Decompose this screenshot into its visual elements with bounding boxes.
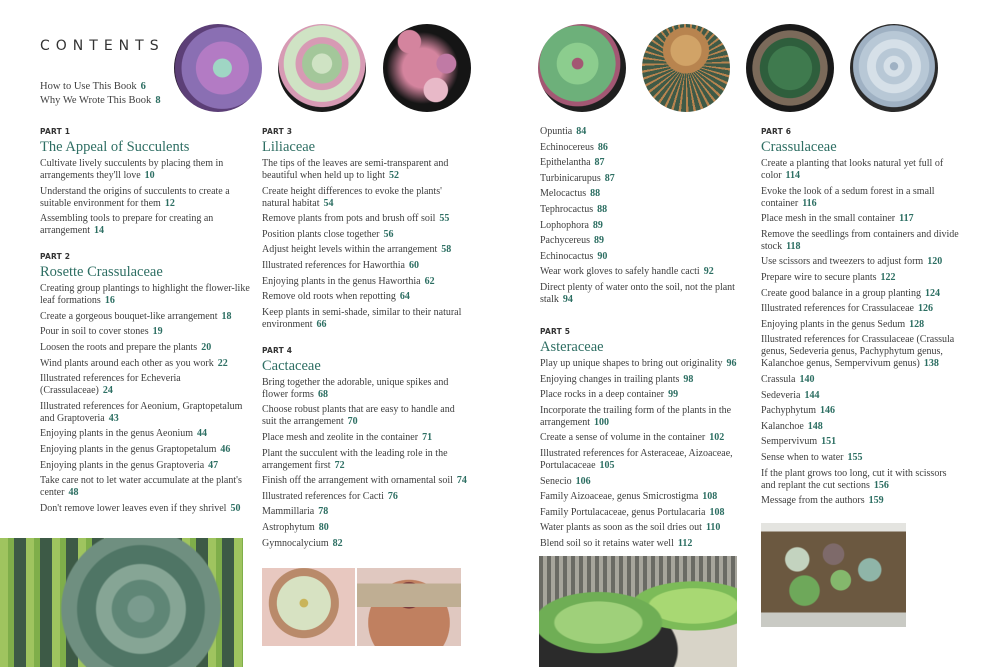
toc-entry[interactable]: Enjoying plants in the genus Aeonium 44	[40, 428, 208, 440]
toc-entry[interactable]: Keep plants in semi-shade, similar to their natural environment 66	[262, 306, 462, 330]
toc-entry[interactable]: Place mesh and zeolite in the container 71	[262, 431, 433, 443]
toc-entry[interactable]: Plant the succulent with the leading role in the arrangement first 72	[262, 447, 448, 471]
toc-entry[interactable]: Understand the origins of succulents to create a suitable environment for them 12	[40, 185, 230, 209]
toc-entry[interactable]: Position plants close together 56	[262, 228, 394, 240]
toc-entry[interactable]: Illustrated references for Crassulaceae (Crassula genus, Sedeveria genus, Pachyphytum genus, Kalanchoe genus, Sempervivum genus) 138	[761, 334, 955, 370]
part-label: PART 1	[40, 127, 71, 136]
toc-entry[interactable]: Take care not to let water accumulate at the plant's center 48	[40, 475, 242, 499]
toc-entry[interactable]: Echinocactus 90	[540, 250, 608, 262]
toc-entry[interactable]: Create a sense of volume in the container 102	[540, 432, 725, 444]
part-4-section	[262, 345, 468, 550]
toc-entry[interactable]: Melocactus 88	[540, 188, 601, 200]
toc-entry[interactable]: Use scissors and tweezers to adjust form 120	[761, 256, 943, 268]
toc-entry[interactable]: Bring together the adorable, unique spikes and flower forms 68	[262, 376, 449, 400]
toc-entry[interactable]: Kalanchoe 148	[761, 420, 823, 432]
toc-entry[interactable]: Enjoying plants in the genus Haworthia 62	[262, 275, 435, 287]
toc-entry[interactable]: Create height differences to evoke the plants' natural habitat 54	[262, 185, 442, 209]
toc-entry[interactable]: Don't remove lower leaves even if they shrivel 50	[40, 502, 241, 514]
toc-entry[interactable]: Illustrated references for Echeveria (Crassulaceae) 24	[40, 373, 181, 397]
toc-entry[interactable]: Wear work gloves to safely handle cacti 92	[540, 266, 714, 278]
toc-entry[interactable]: Sempervivum 151	[761, 436, 837, 448]
part-label: PART 4	[262, 345, 293, 355]
toc-entry[interactable]: Loosen the roots and prepare the plants 20	[40, 341, 212, 353]
part-label: PART 6	[761, 127, 792, 136]
toc-entry[interactable]: Assembling tools to prepare for creating an arrangement 14	[40, 213, 214, 237]
intro-item[interactable]: How to Use This Book 6	[40, 81, 146, 92]
intro-item[interactable]: Why We Wrote This Book 8	[40, 95, 161, 106]
toc-entry[interactable]: Illustrated references for Asteraceae, Aizoaceae, Portulacaceae 105	[540, 447, 733, 471]
toc-entry[interactable]: Create good balance in a group planting 124	[761, 287, 940, 299]
toc-entry[interactable]: Enjoying plants in the genus Graptoveria 47	[40, 459, 219, 471]
green-red-tipped-succulent-image	[538, 24, 626, 112]
toc-entry[interactable]: Enjoying plants in the genus Graptopetalum 46	[40, 443, 231, 455]
barrel-cactus-image	[642, 24, 730, 112]
echeveria-burros-tail-photo	[0, 538, 243, 667]
haworthia-clay-pot-photo	[357, 568, 461, 646]
blue-echeveria-image	[850, 24, 938, 112]
toc-entry[interactable]: Mammillaria 78	[262, 506, 329, 518]
toc-entry[interactable]: Finish off the arrangement with ornamental soil 74	[262, 475, 467, 487]
toc-entry[interactable]: Sense when to water 155	[761, 451, 863, 463]
page-number: 8	[155, 95, 161, 106]
toc-entry[interactable]: Message from the authors 159	[761, 495, 884, 507]
toc-entry[interactable]: Pachycereus 89	[540, 235, 604, 247]
toc-entry[interactable]: Pachyphytum 146	[761, 405, 835, 417]
toc-entry[interactable]: Echinocereus 86	[540, 141, 608, 153]
toc-entry[interactable]: Pour in soil to cover stones 19	[40, 326, 163, 338]
toc-column-4	[761, 126, 961, 521]
toc-entry[interactable]: Blend soil so it retains water well 112	[540, 537, 693, 549]
toc-entry[interactable]: Adjust height levels within the arrangement 58	[262, 244, 452, 256]
intro-list	[40, 80, 161, 108]
toc-entry[interactable]: Lophophora 89	[540, 219, 603, 231]
toc-entry[interactable]: Sedeveria 144	[761, 389, 820, 401]
toc-entry[interactable]: If the plant grows too long, cut it with scissors and replant the cut sections 156	[761, 467, 947, 491]
toc-entry[interactable]: The tips of the leaves are semi-transparent and beautiful when held up to light 52	[262, 158, 449, 181]
sedum-square-planter-photo	[761, 523, 906, 627]
toc-entry[interactable]: Choose robust plants that are easy to handle and suit the arrangement 70	[262, 404, 455, 428]
toc-entry[interactable]: Place mesh in the small container 117	[761, 213, 914, 225]
toc-entry[interactable]: Illustrated references for Cacti 76	[262, 490, 398, 502]
toc-column-3	[540, 126, 755, 564]
toc-entry[interactable]: Epithelantha 87	[540, 157, 605, 169]
page-title: CONTENTS	[40, 38, 165, 54]
part-label: PART 3	[262, 127, 293, 136]
toc-entry[interactable]: Creating group plantings to highlight the flower-like leaf formations 16	[40, 283, 250, 307]
purple-echeveria-image	[174, 24, 262, 112]
toc-entry[interactable]: Water plants as soon as the soil dries out 110	[540, 522, 721, 534]
pink-rosette-image	[278, 24, 366, 112]
part-title[interactable]: Asteraceae	[540, 338, 604, 355]
toc-entry[interactable]: Cultivate lively succulents by placing them in arrangements they'll love 10	[40, 158, 224, 181]
part-label: PART 2	[40, 252, 71, 262]
toc-entry[interactable]: Place rocks in a deep container 99	[540, 389, 679, 401]
toc-column-1	[40, 126, 254, 529]
pink-graptopetalum-image	[383, 24, 471, 112]
part-title[interactable]: Rosette Crassulaceae	[40, 264, 163, 281]
toc-entry[interactable]: Enjoying plants in the genus Sedum 128	[761, 318, 925, 330]
toc-entry[interactable]: Direct plenty of water onto the soil, not the plant stalk 94	[540, 281, 735, 305]
part-6-section	[761, 126, 961, 507]
part-3-section	[262, 126, 468, 331]
toc-entry[interactable]: Remove the seedlings from containers and divide stock 118	[761, 228, 959, 252]
toc-entry[interactable]: Illustrated references for Aeonium, Graptopetalum and Graptoveria 43	[40, 400, 243, 424]
toc-entry[interactable]: Family Aizoaceae, genus Smicrostigma 108	[540, 491, 718, 503]
toc-entry[interactable]: Play up unique shapes to bring out originality 96	[540, 357, 737, 369]
cactus-in-hands-photo	[262, 568, 355, 646]
toc-entry[interactable]: Incorporate the trailing form of the plants in the arrangement 100	[540, 404, 732, 428]
part-title[interactable]: The Appeal of Succulents	[40, 139, 190, 155]
toc-entry[interactable]: Enjoying changes in trailing plants 98	[540, 373, 694, 385]
toc-entry[interactable]: Prepare wire to secure plants 122	[761, 271, 896, 283]
part-1-section	[40, 126, 254, 237]
page-number: 6	[140, 81, 146, 92]
part-5-section	[540, 326, 755, 550]
toc-entry[interactable]: Opuntia 84	[540, 126, 587, 137]
toc-entry[interactable]: Create a planting that looks natural yet full of color 114	[761, 158, 944, 181]
toc-entry[interactable]: Family Portulacaceae, genus Portulacaria 108	[540, 506, 725, 518]
part-4-continued	[540, 126, 755, 306]
toc-entry[interactable]: Create a gorgeous bouquet-like arrangement 18	[40, 310, 232, 322]
toc-column-2	[262, 126, 468, 564]
part-2-section	[40, 251, 254, 515]
part-title[interactable]: Crassulaceae	[761, 139, 837, 155]
toc-entry[interactable]: Crassula 140	[761, 373, 815, 385]
toc-entry[interactable]: Astrophytum 80	[262, 521, 329, 533]
toc-entry[interactable]: Senecio 106	[540, 475, 591, 487]
toc-entry[interactable]: Tephrocactus 88	[540, 203, 608, 215]
toc-entry[interactable]: Remove plants from pots and brush off soil 55	[262, 213, 450, 225]
toc-entry[interactable]: Evoke the look of a sedum forest in a small container 116	[761, 185, 935, 209]
star-cactus-image	[746, 24, 834, 112]
toc-entry[interactable]: Turbinicarupus 87	[540, 172, 615, 184]
part-title[interactable]: Cactaceae	[262, 357, 321, 374]
part-label: PART 5	[540, 326, 571, 336]
haworthia-pots-photo	[539, 556, 737, 667]
part-title[interactable]: Liliaceae	[262, 139, 316, 155]
toc-entry[interactable]: Illustrated references for Haworthia 60	[262, 259, 419, 271]
toc-entry[interactable]: Wind plants around each other as you work 22	[40, 357, 228, 369]
toc-entry[interactable]: Remove old roots when repotting 64	[262, 291, 410, 303]
toc-entry[interactable]: Gymnocalycium 82	[262, 537, 343, 549]
toc-entry[interactable]: Illustrated references for Crassulaceae 126	[761, 303, 933, 315]
